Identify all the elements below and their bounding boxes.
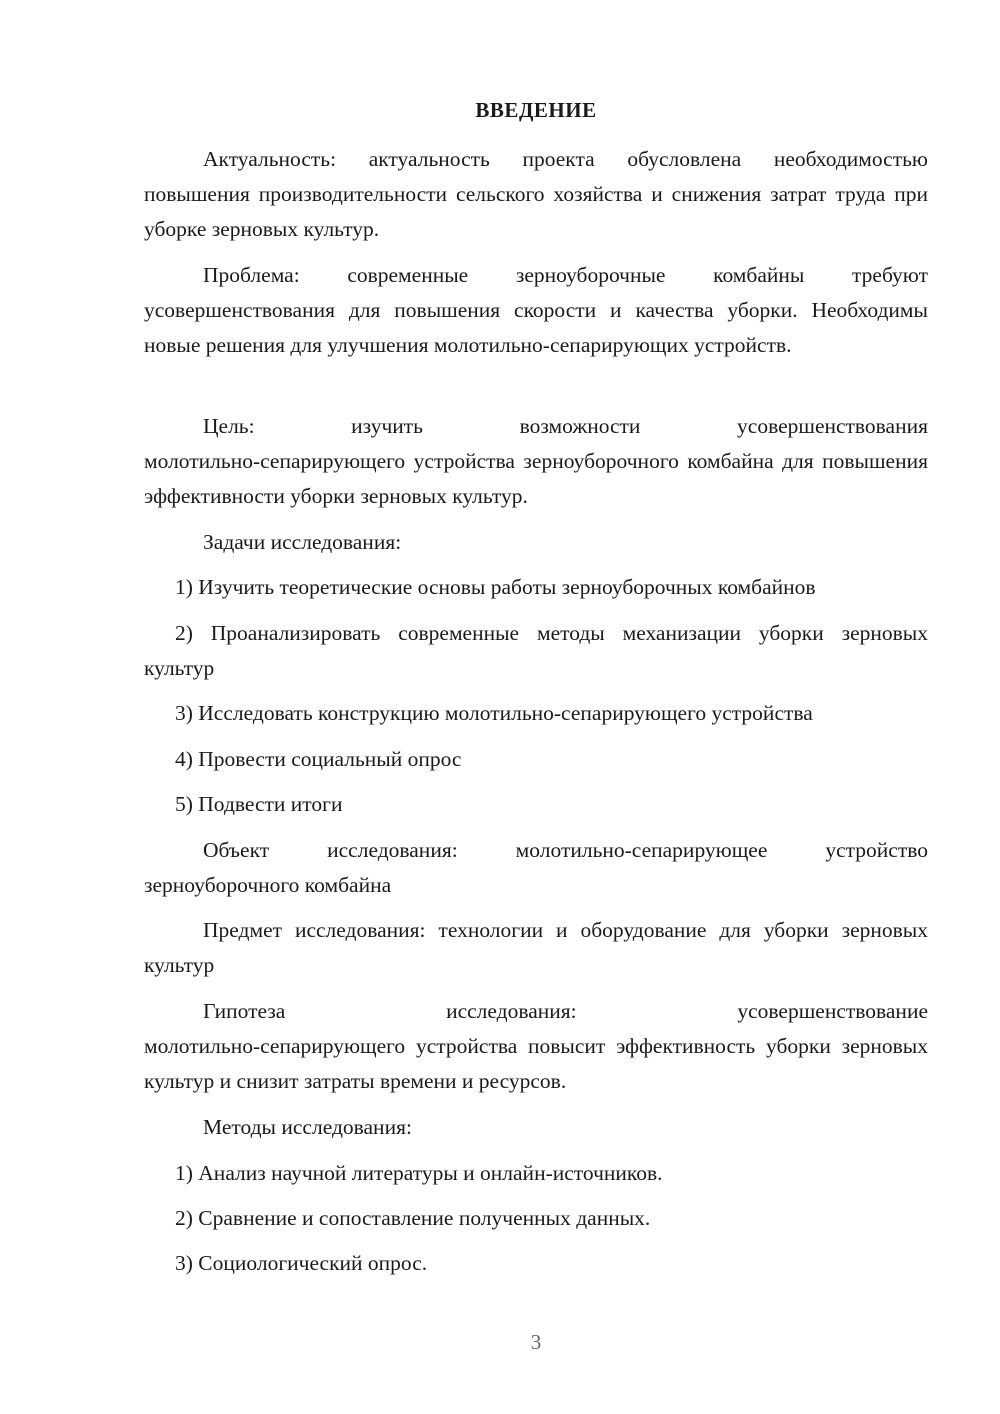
methods-heading: Методы исследования: <box>203 1115 412 1139</box>
subject-paragraph: Предмет исследования: технологии и оборудование для уборки зерновых культур <box>144 918 928 977</box>
method-item: 2) Сравнение и сопоставление полученных данных. <box>175 1206 651 1230</box>
relevance-paragraph: Актуальность: актуальность проекта обусловлена необходимостью повышения производительности сельского хозяйства и снижения затрат труда при уборке зерновых культур. <box>144 147 928 241</box>
task-item: 4) Провести социальный опрос <box>175 747 462 771</box>
goal-paragraph-rest: молотильно-сепарирующего устройства зерноуборочного комбайна для повышения эффективности уборки зерновых культур. <box>144 449 928 508</box>
task-item: 3) Исследовать конструкцию молотильно-сепарирующего устройства <box>175 701 813 725</box>
method-item: 3) Социологический опрос. <box>175 1251 428 1275</box>
task-item: 5) Подвести итоги <box>175 792 343 816</box>
goal-paragraph-line1: Цель: изучить возможности усовершенствования <box>203 414 928 438</box>
page-title: ВВЕДЕНИЕ <box>475 98 597 122</box>
task-item: 1) Изучить теоретические основы работы зерноуборочных комбайнов <box>175 575 816 599</box>
tasks-heading: Задачи исследования: <box>203 530 402 554</box>
problem-paragraph: Проблема: современные зерноуборочные комбайны требуют усовершенствования для повышения скорости и качества уборки. Необходимы новые решения для улучшения молотильно-сепарирующих устройств. <box>144 263 928 357</box>
hypothesis-paragraph-rest: молотильно-сепарирующего устройства повысит эффективность уборки зерновых культур и снизит затраты времени и ресурсов. <box>144 1034 928 1093</box>
object-paragraph: Объект исследования: молотильно-сепарирующее устройство зерноуборочного комбайна <box>144 838 928 897</box>
hypothesis-paragraph-line1: Гипотеза исследования: усовершенствование <box>203 999 928 1023</box>
page-number: 3 <box>530 1330 542 1354</box>
task-item: 2) Проанализировать современные методы механизации уборки зерновых культур <box>144 621 928 680</box>
method-item: 1) Анализ научной литературы и онлайн-источников. <box>175 1161 663 1185</box>
